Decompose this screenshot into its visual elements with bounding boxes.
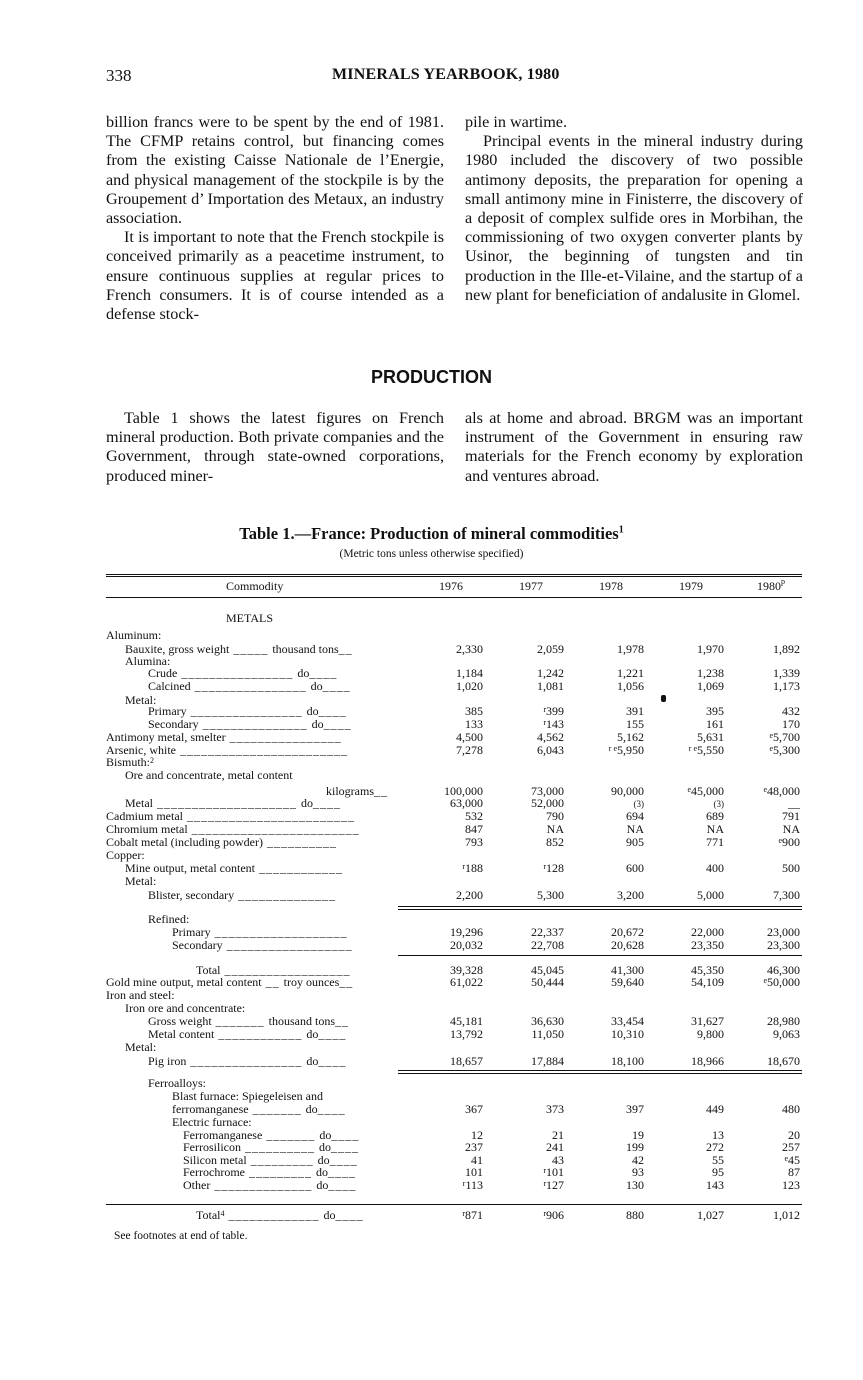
col-header-1977: 1977	[519, 579, 543, 593]
cell-1977: 2,059	[537, 642, 564, 656]
row-label: Iron ore and concentrate:	[125, 1001, 246, 1015]
cell-1976: 63,000	[450, 796, 483, 810]
cell-1978: 880	[626, 1208, 644, 1222]
cell-1976: 133	[465, 717, 483, 731]
cell-1976: 1,020	[456, 679, 483, 693]
row-label: Refined:	[148, 912, 190, 926]
cell-1977: $^r$127	[543, 1178, 564, 1192]
cell-1980: 23,300	[767, 938, 800, 952]
cell-1977: 50,444	[531, 975, 564, 989]
paragraph: Principal events in the mineral industry during 1980 included the discovery of two possible antimony deposits, the preparation for opening a small antimony mine in Finisterre, the discovery of a deposit of complex sulfide ores in Morbihan, the commissioning of two oxygen converter plants by Usinor, the beginning of tungsten and tin production in the Ille-et-Vilaine, and the startup of a new plant for beneficiation of andalusite in Glomel.	[465, 132, 803, 304]
production-left-column	[106, 409, 444, 486]
cell-1977: 45,045	[531, 963, 564, 977]
row-label: Other ______________ do____	[183, 1178, 357, 1192]
table-row	[0, 680, 863, 693]
cell-1980: 170	[782, 717, 800, 731]
cell-1976: 20,032	[450, 938, 483, 952]
cell-1979: 771	[706, 835, 724, 849]
table-row	[0, 1002, 863, 1015]
cell-1977: 21	[552, 1128, 564, 1142]
cell-1978: (3)	[633, 799, 644, 809]
section-heading: PRODUCTION	[371, 367, 492, 387]
cell-1980: 1,012	[773, 1208, 800, 1222]
cell-1979: 5,000	[697, 888, 724, 902]
row-label: Bismuth:$^2$	[106, 755, 155, 769]
cell-1976: $^r$113	[462, 1178, 483, 1192]
row-label: Pig iron ________________ do____	[148, 1054, 347, 1068]
row-label: Antimony metal, smelter ________________	[106, 730, 342, 744]
cell-1977: 22,708	[531, 938, 564, 952]
table-row	[0, 1103, 863, 1116]
cell-1978: 905	[626, 835, 644, 849]
cell-1979: (3)	[713, 799, 724, 809]
cell-1979: 13	[712, 1128, 724, 1142]
paragraph: als at home and abroad. BRGM was an important instrument of the Government in ensuring raw materials for the French economy by exploration and ventures abroad.	[465, 409, 803, 485]
cell-1978: 42	[632, 1153, 644, 1167]
cell-1976: 41	[471, 1153, 483, 1167]
table-row	[0, 1090, 863, 1103]
cell-1980: 432	[782, 704, 800, 718]
cell-1980: 7,300	[773, 888, 800, 902]
cell-1977: NA	[546, 822, 564, 836]
running-head: MINERALS YEARBOOK, 1980	[332, 66, 560, 83]
table-row	[0, 913, 863, 926]
row-label: Cobalt metal (including powder) __________	[106, 835, 337, 849]
row-label: Secondary __________________	[172, 938, 353, 952]
production-right-column	[465, 409, 803, 486]
cell-1976: $^r$871	[462, 1208, 483, 1222]
row-label: Secondary _______________ do____	[148, 717, 352, 731]
footnote-ref: 1	[618, 524, 624, 536]
cell-1980: 9,063	[773, 1027, 800, 1041]
cell-1977: $^r$906	[543, 1208, 564, 1222]
cell-1978: 391	[626, 704, 644, 718]
cell-1976: 61,022	[450, 975, 483, 989]
row-label: Electric furnace:	[172, 1115, 252, 1129]
section-rule	[398, 906, 802, 907]
table-row	[0, 1055, 863, 1068]
cell-1977: 36,630	[531, 1014, 564, 1028]
cell-1979: 23,350	[691, 938, 724, 952]
cell-1978: $^{r e}$5,950	[608, 743, 644, 757]
cell-1979: 1,970	[697, 642, 724, 656]
cell-1980: 123	[782, 1178, 800, 1192]
cell-1979: 1,027	[697, 1208, 724, 1222]
cell-1977: 4,562	[537, 730, 564, 744]
cell-1979: 18,966	[691, 1054, 724, 1068]
table-subtitle: (Metric tons unless otherwise specified)	[339, 548, 524, 560]
col-header-1979: 1979	[679, 579, 703, 593]
row-label: Ferromanganese _______ do____	[183, 1128, 360, 1142]
section-rule	[398, 1070, 802, 1071]
table-title	[0, 524, 863, 544]
stray-mark	[661, 695, 666, 702]
row-label: Gold mine output, metal content __ troy ounces__	[106, 975, 354, 989]
cell-1979: 1,238	[697, 666, 724, 680]
cell-1980: $^e$5,300	[769, 743, 800, 757]
cell-1979: 54,109	[691, 975, 724, 989]
cell-1976: 1,184	[456, 666, 483, 680]
cell-1976: 385	[465, 704, 483, 718]
row-label: Iron and steel:	[106, 988, 175, 1002]
cell-1978: 59,640	[611, 975, 644, 989]
cell-1977: $^r$399	[543, 704, 564, 718]
cell-1979: 689	[706, 809, 724, 823]
cell-1978: 10,310	[611, 1027, 644, 1041]
table-row	[0, 667, 863, 680]
cell-1980: 791	[782, 809, 800, 823]
col-header-commodity: Commodity	[226, 579, 284, 593]
cell-1977: 5,300	[537, 888, 564, 902]
table-row	[0, 939, 863, 952]
cell-1979: 95	[712, 1165, 724, 1179]
cell-1978: 20,628	[611, 938, 644, 952]
cell-1978: 18,100	[611, 1054, 644, 1068]
table-section-metals: METALS	[226, 611, 274, 625]
table-rule-top	[106, 576, 802, 577]
cell-1979: NA	[706, 822, 724, 836]
cell-1980: 480	[782, 1102, 800, 1116]
cell-1979: 272	[706, 1140, 724, 1154]
cell-1980: $^e$5,700	[769, 730, 800, 744]
cell-1979: $^e$45,000	[687, 784, 724, 798]
table-rule-top	[106, 574, 802, 575]
table-rule-bottom	[106, 1204, 802, 1205]
table-row	[0, 705, 863, 718]
paragraph: pile in wartime.	[465, 113, 568, 131]
table-row	[0, 629, 863, 642]
sum-rule	[398, 955, 802, 956]
cell-1978: 20,672	[611, 925, 644, 939]
row-label: Blister, secondary ______________	[148, 888, 337, 902]
cell-1980: 500	[782, 861, 800, 875]
cell-1976: 101	[465, 1165, 483, 1179]
cell-1977: $^r$143	[543, 717, 564, 731]
cell-1980: NA	[782, 822, 800, 836]
table-row	[0, 1166, 863, 1179]
cell-1976: 532	[465, 809, 483, 823]
row-label: Primary ___________________	[172, 925, 348, 939]
cell-1976: 18,657	[450, 1054, 483, 1068]
section-rule	[398, 1073, 802, 1074]
cell-1979: 9,800	[697, 1027, 724, 1041]
cell-1977: 1,242	[537, 666, 564, 680]
table-row	[0, 769, 863, 782]
cell-1976: 237	[465, 1140, 483, 1154]
cell-1980: 23,000	[767, 925, 800, 939]
cell-1980: 257	[782, 1140, 800, 1154]
row-label: kilograms__	[326, 784, 388, 798]
cell-1977: $^r$101	[543, 1165, 564, 1179]
cell-1977: 22,337	[531, 925, 564, 939]
cell-1977: 17,884	[531, 1054, 564, 1068]
cell-1976: 100,000	[444, 784, 483, 798]
table-row	[0, 1209, 863, 1222]
col-header-1978: 1978	[599, 579, 623, 593]
table-row	[0, 889, 863, 902]
cell-1980: 1,892	[773, 642, 800, 656]
cell-1980: $^e$45	[784, 1153, 800, 1167]
cell-1977: $^r$128	[543, 861, 564, 875]
cell-1980: 20	[788, 1128, 800, 1142]
cell-1978: 694	[626, 809, 644, 823]
cell-1977: 52,000	[531, 796, 564, 810]
table-row	[0, 1077, 863, 1090]
row-label: Blast furnace: Spiegeleisen and	[172, 1089, 323, 1103]
row-label: Total$^4$ _____________ do____	[196, 1208, 364, 1222]
cell-1979: 5,631	[697, 730, 724, 744]
cell-1978: 600	[626, 861, 644, 875]
cell-1978: NA	[626, 822, 644, 836]
cell-1977: 241	[546, 1140, 564, 1154]
cell-1979: 1,069	[697, 679, 724, 693]
row-label: Ore and concentrate, metal content	[125, 768, 293, 782]
cell-1979: 45,350	[691, 963, 724, 977]
cell-1976: 39,328	[450, 963, 483, 977]
paragraph: Table 1 shows the latest figures on French mineral production. Both private companies and the Government, through state-owned corporations, produced miner-	[106, 409, 444, 485]
cell-1977: 73,000	[531, 784, 564, 798]
cell-1976: 2,330	[456, 642, 483, 656]
cell-1979: 400	[706, 861, 724, 875]
cell-1978: 1,221	[617, 666, 644, 680]
row-label: Silicon metal _________ do____	[183, 1153, 358, 1167]
cell-1976: $^r$188	[462, 861, 483, 875]
cell-1978: 199	[626, 1140, 644, 1154]
table-footnote: See footnotes at end of table.	[114, 1230, 248, 1242]
section-rule	[398, 909, 802, 910]
table-row	[0, 1015, 863, 1028]
row-label: Gross weight _______ thousand tons__	[148, 1014, 350, 1028]
cell-1978: 130	[626, 1178, 644, 1192]
cell-1980: 18,670	[767, 1054, 800, 1068]
row-label: Alumina:	[125, 654, 171, 668]
row-label: Ferroalloys:	[148, 1076, 206, 1090]
row-label: Metal:	[125, 1040, 157, 1054]
table-title-text: Table 1.—France: Production of mineral commodities	[239, 524, 619, 543]
table-row	[0, 926, 863, 939]
table-row	[0, 1116, 863, 1129]
table-row	[0, 875, 863, 888]
cell-1979: 449	[706, 1102, 724, 1116]
cell-1980: __	[788, 796, 800, 810]
cell-1978: 1,978	[617, 642, 644, 656]
cell-1978: 155	[626, 717, 644, 731]
row-label: Metal ____________________ do____	[125, 796, 341, 810]
paragraph: billion francs were to be spent by the end of 1981. The CFMP retains control, but financing comes from the existing Caisse Nationale de l’Energie, and physical management of the stockpile is by the Groupement d’ Importation des Metaux, an industry association.	[106, 113, 444, 228]
cell-1976: 4,500	[456, 730, 483, 744]
cell-1978: 41,300	[611, 963, 644, 977]
cell-1977: 43	[552, 1153, 564, 1167]
cell-1976: 2,200	[456, 888, 483, 902]
row-label: Chromium metal ________________________	[106, 822, 360, 836]
row-label: Ferrosilicon __________ do____	[183, 1140, 359, 1154]
table-rule-header	[106, 597, 802, 598]
cell-1977: 11,050	[531, 1027, 564, 1041]
row-label: Copper:	[106, 848, 145, 862]
cell-1979: 22,000	[691, 925, 724, 939]
table-row	[0, 1041, 863, 1054]
cell-1979: 143	[706, 1178, 724, 1192]
cell-1980: 1,339	[773, 666, 800, 680]
intro-left-column	[106, 113, 444, 324]
cell-1979: 31,627	[691, 1014, 724, 1028]
row-label: Arsenic, white ________________________	[106, 743, 348, 757]
cell-1979: 161	[706, 717, 724, 731]
cell-1976: 12	[471, 1128, 483, 1142]
row-label: Bauxite, gross weight _____ thousand tons__	[125, 642, 353, 656]
intro-right-column	[465, 113, 803, 305]
cell-1978: 5,162	[617, 730, 644, 744]
cell-1978: 397	[626, 1102, 644, 1116]
row-label: Crude ________________ do____	[148, 666, 338, 680]
cell-1976: 13,792	[450, 1027, 483, 1041]
row-label: Mine output, metal content ____________	[125, 861, 343, 875]
cell-1978: 93	[632, 1165, 644, 1179]
cell-1979: 55	[712, 1153, 724, 1167]
row-label: ferromanganese _______ do____	[172, 1102, 346, 1116]
cell-1980: 1,173	[773, 679, 800, 693]
cell-1980: $^e$48,000	[763, 784, 800, 798]
cell-1977: 373	[546, 1102, 564, 1116]
row-label: Metal:	[125, 693, 157, 707]
row-label: Primary ________________ do____	[148, 704, 347, 718]
cell-1977: 852	[546, 835, 564, 849]
row-label: Metal content ____________ do____	[148, 1027, 347, 1041]
cell-1978: 3,200	[617, 888, 644, 902]
cell-1979: 395	[706, 704, 724, 718]
cell-1978: 90,000	[611, 784, 644, 798]
page-number: 338	[106, 66, 132, 85]
cell-1978: 1,056	[617, 679, 644, 693]
row-label: Cadmium metal ________________________	[106, 809, 355, 823]
cell-1978: 33,454	[611, 1014, 644, 1028]
cell-1979: $^{r e}$5,550	[688, 743, 724, 757]
row-label: Ferrochrome _________ do____	[183, 1165, 356, 1179]
col-header-1980: 1980$^p$	[757, 577, 785, 593]
cell-1980: $^e$50,000	[763, 975, 800, 989]
cell-1976: 793	[465, 835, 483, 849]
cell-1976: 19,296	[450, 925, 483, 939]
row-label: Aluminum:	[106, 628, 162, 642]
cell-1980: $^e$900	[778, 835, 800, 849]
cell-1976: 847	[465, 822, 483, 836]
cell-1980: 46,300	[767, 963, 800, 977]
paragraph: It is important to note that the French stockpile is conceived primarily as a peacetime instrument, to ensure continuous supplies at regular prices to French consumers. It is of course intended as a defense stock-	[106, 228, 444, 324]
cell-1978: 19	[632, 1128, 644, 1142]
cell-1977: 1,081	[537, 679, 564, 693]
cell-1976: 367	[465, 1102, 483, 1116]
cell-1977: 6,043	[537, 743, 564, 757]
col-header-1976: 1976	[439, 579, 463, 593]
table-row	[0, 1179, 863, 1192]
cell-1976: 7,278	[456, 743, 483, 757]
row-label: Total __________________	[196, 963, 351, 977]
cell-1976: 45,181	[450, 1014, 483, 1028]
cell-1980: 28,980	[767, 1014, 800, 1028]
row-label: Metal:	[125, 874, 157, 888]
row-label: Calcined ________________ do____	[148, 679, 351, 693]
cell-1977: 790	[546, 809, 564, 823]
table-row	[0, 1141, 863, 1154]
cell-1980: 87	[788, 1165, 800, 1179]
